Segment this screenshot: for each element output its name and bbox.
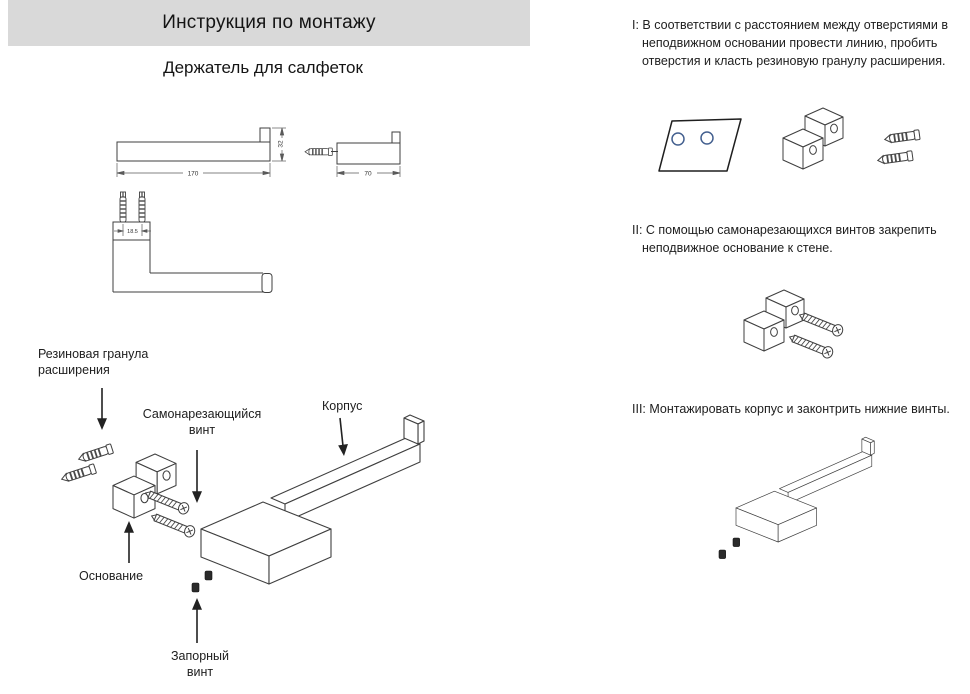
wall-plug (60, 444, 113, 484)
label-tapping-screw: Самонарезающийся винт (142, 407, 262, 438)
dim-depth-value: 70 (364, 170, 372, 178)
step-2-illustration (720, 272, 910, 387)
label-lock-screw: Запорный винт (170, 649, 230, 680)
dim-height-value: 32 (277, 140, 285, 148)
dim-hole-spacing-value: 18.5 (127, 229, 138, 235)
label-body: Корпус (322, 399, 363, 413)
label-granule: Резиновая гранула расширения (38, 347, 149, 378)
header-bar (8, 0, 530, 46)
set-screws (719, 538, 740, 559)
top-view-outline (113, 192, 272, 293)
wall-surface (659, 119, 741, 171)
tapping-screw (143, 488, 196, 539)
base-block (783, 108, 843, 169)
dim-depth (337, 166, 400, 177)
holder-body (736, 437, 874, 542)
side-view-outline (117, 128, 270, 161)
label-base: Основание (79, 569, 144, 583)
step-3-illustration (698, 428, 908, 568)
step-3-text: III: Монтажировать корпус и законтрить нижние винты. (632, 402, 950, 416)
set-screws (192, 571, 212, 592)
step-2-text: II: С помощью самонарезающихся винтов закрепить неподвижное основание к стене. (632, 223, 937, 256)
step-1-illustration (648, 106, 948, 206)
base-block (113, 454, 176, 518)
page-title: Инструкция по монтажу (162, 12, 376, 33)
holder-body (201, 415, 424, 584)
end-view-outline (305, 132, 400, 164)
dim-height (272, 128, 286, 161)
wall-plugs (877, 130, 920, 166)
exploded-diagram (30, 342, 470, 694)
step-1-text: I: В соответствии с расстоянием между отверстиями в неподвижном основании провести линию, пробить отверстия и класть резиновую гранулу расширения. (632, 18, 948, 69)
dim-length-value: 170 (187, 170, 199, 178)
product-subtitle: Держатель для салфеток (163, 58, 363, 77)
technical-drawing (95, 103, 440, 303)
dim-hole-spacing (114, 224, 151, 236)
dim-length (117, 163, 270, 177)
